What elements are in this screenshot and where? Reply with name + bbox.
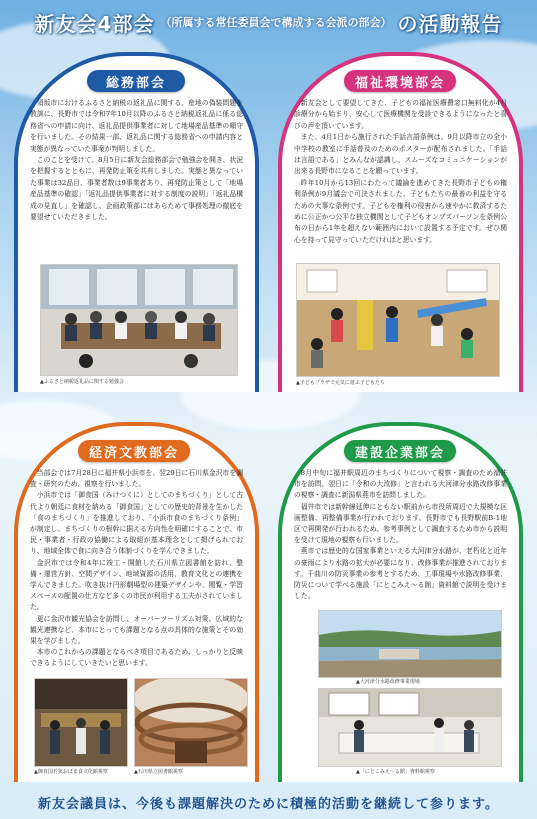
photo-caption: ▲子どもプラザで元気に遊ぶ子どもたち <box>296 380 385 386</box>
paragraph: 福井市では新幹線延伸にともない駅前から市役所周辺で大規模な区画整備、再整備事業が行われております。長野市でも長野駅前B-1地区で再開発が行われるため、参考事例として調査するため市から説明を受けて現地の視察も行いました。 <box>294 502 507 545</box>
page-title <box>0 0 537 44</box>
section-body-soumu <box>30 98 243 223</box>
paragraph: 小浜市では「御食国（みけつくに）としてのまちづくり」として古代より朝廷に食材を納める「御食国」としての歴史的背景を生かした「食のまちづくり」を推進しており、「小浜市食のまちづくり条例」が制定し、まちづくりの根幹に据える方向性を明確にすることで、市民・事業者・行政の協働による取組が基本理念として掲げられており、地域全体で食に向き合う体制づくりを学んできました。 <box>30 491 243 556</box>
paragraph: 8月中旬に福井駅周辺のまちづくりについて視察・調査のため福井市を訪問、翌日に「令和の大改修」と言われる大河津分水路改修事業の視察・調査に新潟県燕市を訪問しました。 <box>294 469 507 500</box>
paragraph: 燕市では歴史的な国家事業といえる大河津分水路が、老朽化と近年の豪雨により水路の拡大が必要になり、改修事業が推進されております。千曲川の防災事業の参考とするため、工事現場や水路改修事業、防災について学べる施設「にとこみえ〜る館」資料館で説明を受けました。 <box>294 547 507 601</box>
children-photo <box>296 263 500 377</box>
paragraph: このことを受けて、8月5日に新友会総務部会で勉強会を開き、状況を把握するとともに、再発防止策を共有しました。実態と異なっていた事業は32品目、事業者数は9事業者あり、再発防止策として「地場産品基準の確認」「返礼品提供事業者に対する制度の説明」「返礼品構成の見直し」を確認し、企画政策部にはあらためて事務処理の徹底を要望せていただきました。 <box>30 156 243 222</box>
photo-caption: ▲ふるさと納税返礼品に関する勉強会 <box>40 379 124 385</box>
section-label-soumu: 総務部会 <box>87 70 185 92</box>
section-body-keizai <box>30 468 243 670</box>
photo-caption: ▲石川県立図書館視察 <box>134 769 183 775</box>
paragraph: 金沢市では令和4年に竣工・開館した石川県立図書館を訪れ、整備・運営方針、空間デザイン、地域資源の活用、教育文化との連携を学んできました。吹き抜け円形劇場型の建築デザインや、閲覧・学習スペースの配置の仕方など多くの市民が利用する工夫がされていました。 <box>30 558 243 612</box>
paragraph: 須坂市におけるふるさと納税の返礼品に関する、産地の偽装問題を教訓に、長野市では令和7年10月以降のふるさと納税返礼品に係る総務省への申請に向け、返礼品提供事業者に対して地場産品基準の順守を行いました。その結果一部、返礼品に関する総務省への申請内容と実態が異なっていた事案が判明しました。 <box>30 99 243 153</box>
footer-message: 新友会議員は、今後も課題解決のために積極的活動を継続して参ります。 <box>38 797 499 812</box>
paragraph: 本市のこれからの課題となるべき項目であるため、しっかりと反映できるようにしていきたいと思います。 <box>30 648 243 668</box>
waterway-photo <box>318 610 502 678</box>
paragraph: また、4月1日から施行された手話言語条例は、9月以降市立の全小中学校の教室に手話普及のためのポスターが配布されました。「手話は言語である」とみんなが認識し、スムーズなコミュニケーションが出来る長野市になることを願っています。 <box>294 133 507 176</box>
museum-photo <box>34 678 128 767</box>
section-label-keizai: 経済文教部会 <box>78 440 190 462</box>
section-body-fukushi <box>294 98 507 246</box>
paragraph: 新友会として要望してきた、子どもの福祉医療費窓口無料化が4月診療分から始まり、安心して医療機関を受診できるようになったと喜びの声を頂いています。 <box>294 99 507 130</box>
title-main: 新友会4部会 <box>34 11 155 36</box>
section-label-kensetsu: 建設企業部会 <box>344 440 456 462</box>
photo-caption: ▲「にとこみえ〜る館」資料館視察 <box>356 769 435 775</box>
paragraph: 昨年10月から13回にわたって議論を進めてきた長野市子どもの権利条例が9月議会で可決されました。子どもたちの最善の利益を守るための大事な条例です。子どもを権利の侵害から速やかに救済するために公正かつ公平な独立機関として子どもオンブズパーソンを条例公布の日から1年を超えない範囲内において設置する予定です。ぜひ関心を持って見守っていただければと思います。 <box>294 178 507 244</box>
paragraph: 当部会では7月28日に福井県小浜市を、翌29日に石川県金沢市を調査・研究のため、視察を行いました。 <box>30 469 243 489</box>
section-body-kensetsu <box>294 468 507 602</box>
photo-caption: ▲御食国若狭おばま食文化館視察 <box>34 769 108 775</box>
title-suffix: の活動報告 <box>397 11 503 36</box>
paragraph: 更に金沢市観光協会を訪問し、オーバーツーリズム対策、広域的な観光連携など、本市にとっても課題となる点の具体的な施策とその効果を学びました。 <box>30 614 243 646</box>
photo-caption: ▲大河津分水路改修事業現場 <box>356 679 420 685</box>
meeting-photo <box>40 264 238 376</box>
section-label-fukushi: 福祉環境部会 <box>344 70 456 92</box>
title-subtitle: （所属する常任委員会で構成する会派の部会） <box>160 16 392 29</box>
library-photo <box>134 678 248 767</box>
exhibit-photo <box>318 688 502 767</box>
